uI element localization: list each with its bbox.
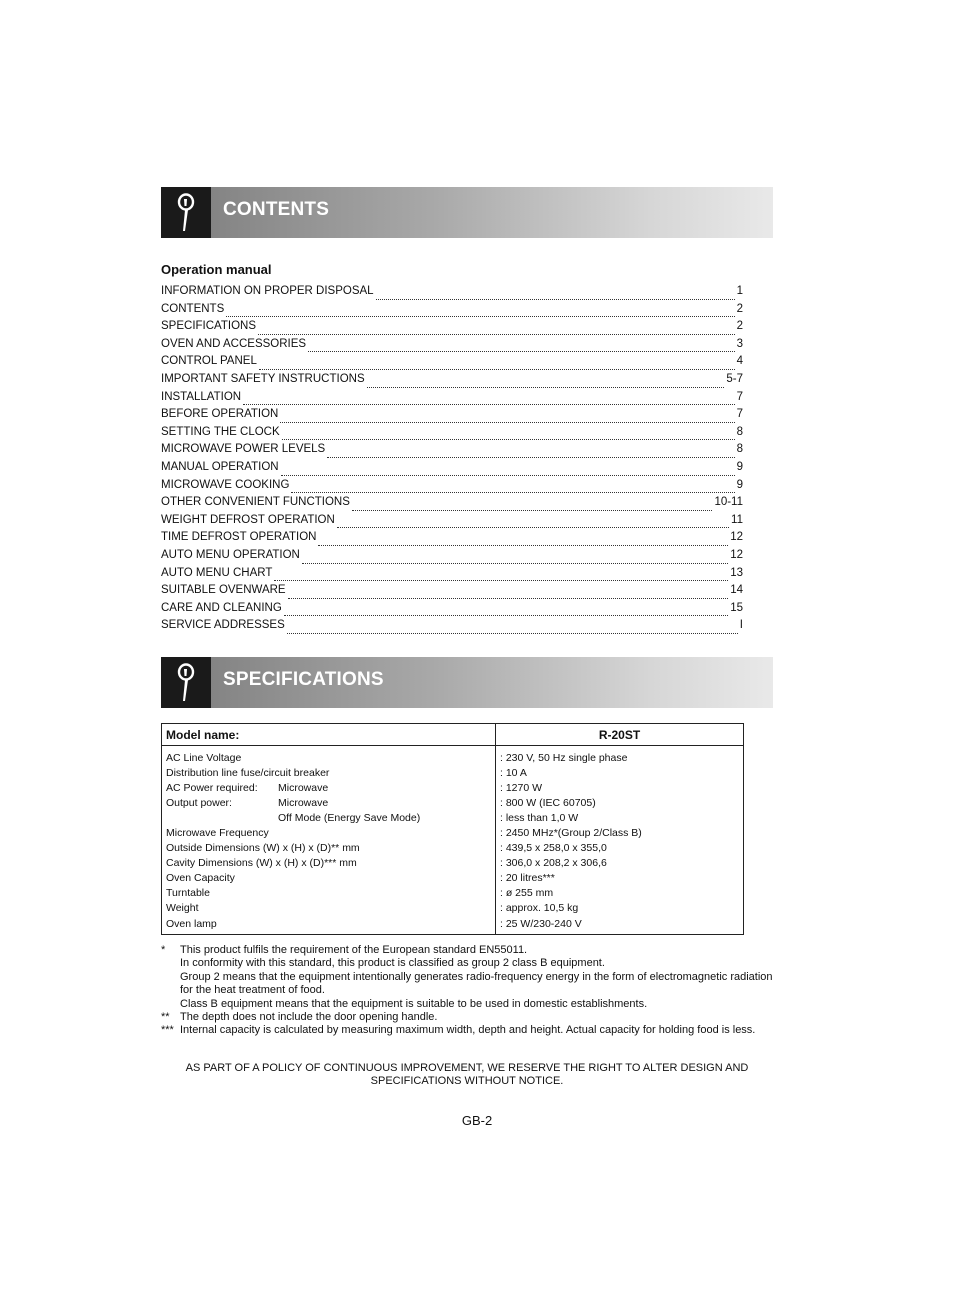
spec-label: Weight	[166, 902, 199, 915]
toc-entry-page: 14	[730, 584, 743, 597]
toc-leader-dots	[367, 387, 725, 388]
spec-value: : 439,5 x 258,0 x 355,0	[496, 841, 744, 856]
model-value: R-20ST	[496, 724, 744, 746]
toc-entry-label: OTHER CONVENIENT FUNCTIONS	[161, 496, 350, 509]
info-pen-icon	[174, 193, 198, 233]
footnote	[161, 1011, 775, 1024]
specifications-title: SPECIFICATIONS	[223, 669, 384, 690]
footnote-line: The depth does not include the door opening handle.	[180, 1011, 438, 1024]
spec-label: Turntable	[166, 887, 210, 900]
toc-entry	[161, 391, 743, 409]
toc-leader-dots	[282, 439, 735, 440]
spec-row	[162, 871, 744, 886]
table-of-contents	[161, 285, 743, 637]
spec-value: : 306,0 x 208,2 x 306,6	[496, 856, 744, 871]
toc-entry-label: SPECIFICATIONS	[161, 320, 256, 333]
model-label: Model name:	[162, 724, 496, 746]
toc-leader-dots	[291, 492, 734, 493]
info-icon-box	[161, 657, 211, 708]
footnote-text	[180, 944, 775, 1011]
spec-value: : 230 V, 50 Hz single phase	[496, 746, 744, 766]
toc-entry	[161, 373, 743, 391]
toc-entry-label: MANUAL OPERATION	[161, 460, 279, 473]
spec-value: : 2450 MHz*(Group 2/Class B)	[496, 825, 744, 840]
toc-leader-dots	[274, 580, 728, 581]
spec-value: : 10 A	[496, 765, 744, 780]
model-row	[162, 724, 744, 746]
toc-entry-page: 7	[736, 408, 743, 421]
toc-entry-page: 2	[736, 302, 743, 315]
toc-entry-label: AUTO MENU CHART	[161, 566, 273, 579]
spec-row	[162, 856, 744, 871]
toc-leader-dots	[287, 633, 738, 634]
spec-sublabel: Microwave	[278, 781, 329, 794]
spec-label: Distribution line fuse/circuit breaker	[166, 766, 330, 779]
spec-label-cell	[162, 795, 496, 810]
spec-value: : ø 255 mm	[496, 886, 744, 901]
spec-row	[162, 916, 744, 935]
footnote-text	[180, 1011, 775, 1024]
toc-entry	[161, 496, 743, 514]
toc-entry-label: CONTROL PANEL	[161, 355, 257, 368]
toc-entry	[161, 531, 743, 549]
footnote-text	[180, 1024, 775, 1037]
footnote-line: In conformity with this standard, this product is classified as group 2 class B equipment.	[180, 957, 605, 970]
spec-label: Outside Dimensions (W) x (H) x (D)** mm	[166, 842, 360, 855]
toc-entry-label: CARE AND CLEANING	[161, 601, 282, 614]
toc-leader-dots	[259, 369, 735, 370]
spec-value: : 20 litres***	[496, 871, 744, 886]
spec-row	[162, 825, 744, 840]
toc-entry-page: 1	[736, 285, 743, 297]
toc-entry-page: 11	[731, 513, 743, 526]
toc-entry-page: 13	[730, 566, 743, 579]
toc-leader-dots	[308, 351, 735, 352]
toc-leader-dots	[318, 545, 728, 546]
spec-row	[162, 886, 744, 901]
spec-value: : 800 W (IEC 60705)	[496, 795, 744, 810]
toc-entry	[161, 619, 743, 637]
footnote	[161, 944, 775, 1011]
toc-entry-label: CONTENTS	[161, 302, 225, 315]
spec-label-cell	[162, 765, 496, 780]
spec-label-cell	[162, 746, 496, 766]
spec-value: : 25 W/230-240 V	[496, 916, 744, 935]
spec-value: : approx. 10,5 kg	[496, 901, 744, 916]
toc-entry-label: WEIGHT DEFROST OPERATION	[161, 513, 335, 526]
toc-entry	[161, 514, 743, 532]
footnote	[161, 1024, 775, 1037]
toc-entry	[161, 303, 743, 321]
info-icon-box	[161, 187, 211, 238]
spec-sublabel: Microwave	[278, 796, 329, 809]
toc-entry-page: 7	[736, 390, 743, 403]
toc-leader-dots	[243, 404, 735, 405]
spec-row	[162, 901, 744, 916]
spec-label: Output power:	[166, 796, 232, 809]
toc-entry-page: 9	[736, 460, 743, 473]
toc-entry-label: MICROWAVE POWER LEVELS	[161, 443, 326, 456]
spec-label-cell	[162, 916, 496, 935]
toc-leader-dots	[281, 475, 735, 476]
toc-leader-dots	[280, 422, 734, 423]
toc-leader-dots	[226, 316, 734, 317]
toc-entry-page: 12	[730, 531, 743, 544]
toc-leader-dots	[284, 615, 728, 616]
toc-entry	[161, 461, 743, 479]
specifications-table	[161, 723, 744, 935]
spec-label: Oven lamp	[166, 917, 217, 930]
spec-row	[162, 810, 744, 825]
spec-label-cell	[162, 825, 496, 840]
spec-row	[162, 795, 744, 810]
info-pen-icon	[174, 663, 198, 703]
toc-entry-page: 2	[736, 320, 743, 333]
toc-leader-dots	[352, 510, 713, 511]
contents-title: CONTENTS	[223, 199, 330, 220]
toc-entry-label: MICROWAVE COOKING	[161, 478, 290, 491]
toc-leader-dots	[258, 334, 735, 335]
toc-leader-dots	[302, 563, 728, 564]
toc-entry	[161, 443, 743, 461]
toc-entry	[161, 567, 743, 585]
toc-entry-page: 8	[736, 443, 743, 456]
footnote-mark: ***	[161, 1024, 174, 1037]
spec-label: Microwave Frequency	[166, 827, 269, 840]
footnote-line: Class B equipment means that the equipment is suitable to be used in domestic establishments.	[180, 997, 648, 1010]
toc-entry	[161, 338, 743, 356]
spec-row	[162, 780, 744, 795]
spec-label: AC Line Voltage	[166, 751, 242, 764]
footnote-mark: **	[161, 1011, 170, 1024]
spec-label-cell	[162, 901, 496, 916]
toc-leader-dots	[327, 457, 734, 458]
toc-entry-page: 3	[736, 337, 743, 350]
toc-leader-dots	[288, 598, 729, 599]
spec-label-cell	[162, 780, 496, 795]
toc-entry	[161, 549, 743, 567]
spec-label: Cavity Dimensions (W) x (H) x (D)*** mm	[166, 857, 357, 870]
toc-entry	[161, 408, 743, 426]
toc-entry-label: BEFORE OPERATION	[161, 408, 279, 421]
toc-entry-page: 10-11	[714, 496, 743, 509]
spec-row	[162, 765, 744, 780]
toc-leader-dots	[376, 299, 735, 300]
toc-entry-page: 8	[736, 425, 743, 438]
toc-entry-label: IMPORTANT SAFETY INSTRUCTIONS	[161, 372, 365, 385]
toc-leader-dots	[337, 527, 729, 528]
spec-label-cell	[162, 856, 496, 871]
toc-entry-label: SERVICE ADDRESSES	[161, 619, 285, 632]
toc-entry-page: 4	[736, 355, 743, 368]
contents-banner	[161, 187, 773, 238]
toc-entry-label: SUITABLE OVENWARE	[161, 584, 286, 597]
toc-entry-label: INFORMATION ON PROPER DISPOSAL	[161, 285, 374, 297]
footnote-mark: *	[161, 944, 166, 956]
footnote-line: Internal capacity is calculated by measuring maximum width, depth and height. Actual capacity for holding food is less.	[180, 1024, 756, 1037]
spec-value: : less than 1,0 W	[496, 810, 744, 825]
spec-label: Oven Capacity	[166, 872, 235, 885]
toc-entry-label: OVEN AND ACCESSORIES	[161, 337, 307, 350]
spec-label-cell	[162, 841, 496, 856]
spec-label-cell	[162, 810, 496, 825]
toc-entry-label: INSTALLATION	[161, 390, 242, 403]
footnotes	[161, 944, 775, 1038]
spec-sublabel: Off Mode (Energy Save Mode)	[278, 811, 421, 824]
spec-value: : 1270 W	[496, 780, 744, 795]
toc-entry	[161, 355, 743, 373]
toc-entry	[161, 285, 743, 303]
toc-entry-page: 9	[736, 478, 743, 491]
operation-manual-heading: Operation manual	[161, 262, 272, 277]
toc-entry-page: I	[739, 619, 743, 632]
toc-entry	[161, 584, 743, 602]
footnote-line: This product fulfils the requirement of the European standard EN55011.	[180, 944, 528, 956]
specifications-banner	[161, 657, 773, 708]
toc-entry	[161, 320, 743, 338]
spec-label-cell	[162, 886, 496, 901]
page-number: GB-2	[461, 1113, 493, 1128]
toc-entry-label: AUTO MENU OPERATION	[161, 548, 300, 561]
spec-label: AC Power required:	[166, 781, 258, 794]
spec-row	[162, 746, 744, 766]
policy-notice: AS PART OF A POLICY OF CONTINUOUS IMPROVEMENT, WE RESERVE THE RIGHT TO ALTER DESIGN AND SPECIFICATIONS WITHOUT NOTICE.	[185, 1062, 749, 1088]
footnote-line: Group 2 means that the equipment intentionally generates radio-frequency energy in the form of electromagnetic radiation for the heat treatment of food.	[180, 970, 773, 997]
toc-entry-label: SETTING THE CLOCK	[161, 425, 280, 438]
toc-entry	[161, 426, 743, 444]
toc-entry	[161, 602, 743, 620]
toc-entry	[161, 479, 743, 497]
toc-entry-page: 15	[730, 601, 743, 614]
toc-entry-page: 5-7	[726, 372, 743, 385]
toc-entry-page: 12	[730, 548, 743, 561]
spec-row	[162, 841, 744, 856]
toc-entry-label: TIME DEFROST OPERATION	[161, 531, 317, 544]
spec-label-cell	[162, 871, 496, 886]
